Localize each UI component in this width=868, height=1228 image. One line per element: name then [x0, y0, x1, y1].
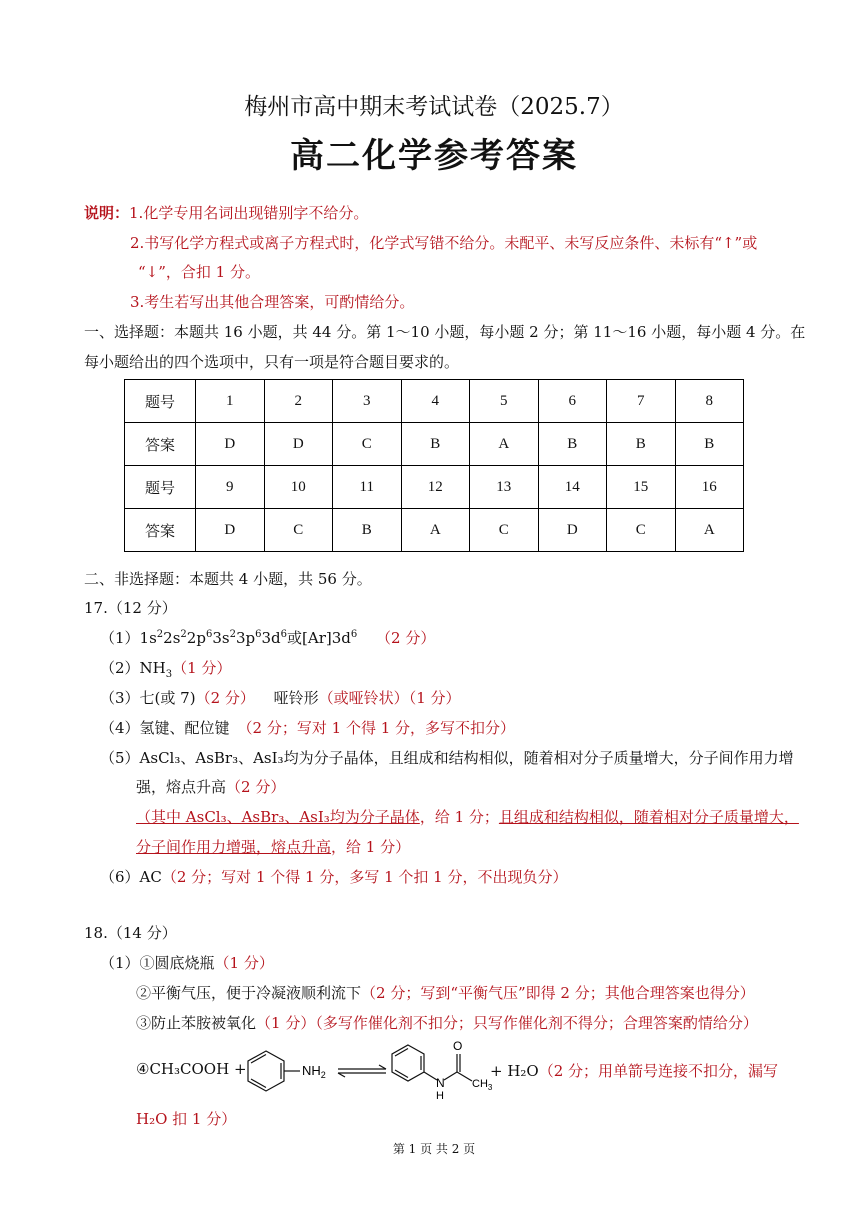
exam-title: 梅州市高中期末考试试卷（2025.7）	[244, 94, 624, 120]
q17-answer-5-rubric1	[136, 806, 799, 827]
table-cell: 8	[675, 380, 744, 423]
q17-answer-1	[100, 627, 435, 648]
table-cell: C	[333, 423, 402, 466]
table-cell: C	[607, 509, 676, 552]
answer-table	[124, 379, 744, 552]
answer-title: 高二化学参考答案	[290, 136, 578, 176]
q17-a1-text: （1）1s	[100, 629, 157, 647]
section1-line1: 一、选择题：本题共 16 小题，共 44 分。第 1～10 小题，每小题 2 分；第 11～16 小题，每小题 4 分。在	[84, 323, 806, 341]
page-number: 第 1 页 共 2 页	[392, 1142, 476, 1156]
q18-answer-1-4-lead: ④CH₃COOH +	[136, 1060, 247, 1078]
q17-head: 17.（12 分）	[84, 599, 177, 617]
note-1-text: 1.化学专用名词出现错别字不给分。	[129, 204, 369, 222]
table-cell: 14	[538, 466, 607, 509]
q17-answer-3	[100, 687, 461, 708]
table-row	[125, 509, 744, 552]
q18-a2-score: （2 分；写到“平衡气压”即得 2 分；其他合理答案也得分）	[361, 984, 755, 1002]
q17-a4-text: （4）氢键、配位键	[100, 719, 230, 737]
q17-a5-rubric: ，给 1 分）	[331, 838, 411, 856]
table-cell: D	[264, 423, 333, 466]
table-cell: 11	[333, 466, 402, 509]
q17-answer-4	[100, 717, 515, 738]
note-2a: 2.书写化学方程式或离子方程式时，化学式写错不给分。未配平、未写反应条件、未标有“↑”或	[130, 234, 758, 252]
aniline-ring-icon	[248, 1051, 300, 1091]
q17-a1-sup: 6	[280, 629, 288, 640]
note-1	[84, 202, 368, 223]
table-cell: 答案	[125, 423, 196, 466]
q17-a1-sup: 6	[350, 629, 358, 640]
table-cell: B	[538, 423, 607, 466]
table-cell: D	[196, 509, 265, 552]
table-cell: 15	[607, 466, 676, 509]
q17-a3-score: （1 分）	[408, 689, 461, 707]
table-cell: B	[333, 509, 402, 552]
q17-a2-score: （1 分）	[172, 659, 232, 677]
q18-answer-1-3	[136, 1012, 758, 1033]
q17-a1-text: 2s	[163, 629, 181, 647]
table-cell: 9	[196, 466, 265, 509]
table-cell: B	[607, 423, 676, 466]
q17-a1-sup: 2	[180, 629, 187, 640]
q17-a6-score: （2 分；写对 1 个得 1 分，多写 1 个扣 1 分，不出现负分）	[161, 868, 568, 886]
q18-a1-text: （1）①圆底烧瓶	[100, 954, 215, 972]
methyl-label: $CH_3$	[472, 1078, 493, 1092]
q18-answer-1-1	[100, 952, 274, 973]
q17-a1-text: 3d	[261, 629, 281, 647]
table-cell: 5	[470, 380, 539, 423]
note-label: 说明：	[84, 204, 130, 222]
table-cell: 1	[196, 380, 265, 423]
section1-line2: 每小题给出的四个选项中，只有一项是符合题目要求的。	[84, 353, 460, 371]
q18-answer-1-2	[136, 982, 755, 1003]
q17-a5-score: （2 分）	[226, 778, 286, 796]
table-cell: 7	[607, 380, 676, 423]
q18-a3-score: （多写作催化剂不扣分；只写作催化剂不得分；合理答案酌情给分）	[315, 1014, 758, 1032]
amide-n-label: N	[436, 1076, 445, 1090]
q17-a3-text: （3）七(或 7)	[100, 689, 196, 707]
table-row	[125, 423, 744, 466]
q17-a3-alt: （或哑铃状）	[318, 689, 409, 707]
section2-line: 二、非选择题：本题共 4 小题，共 56 分。	[84, 570, 372, 588]
table-cell: A	[470, 423, 539, 466]
q17-a1-text: 3s	[212, 629, 230, 647]
q18-head: 18.（14 分）	[84, 924, 177, 942]
q17-a5-rubric: ，给 1 分；	[419, 808, 499, 826]
table-cell: 3	[333, 380, 402, 423]
table-cell: 2	[264, 380, 333, 423]
table-cell: B	[675, 423, 744, 466]
table-cell: A	[675, 509, 744, 552]
table-cell: A	[401, 509, 470, 552]
table-cell: 6	[538, 380, 607, 423]
q17-a1-sup: 6	[255, 629, 262, 640]
table-cell: 答案	[125, 509, 196, 552]
q17-a5-rubric: 且组成和结构相似，随着相对分子质量增大，	[498, 808, 799, 826]
q18-a1-score: （1 分）	[214, 954, 274, 972]
q18-answer-1-4-score2: H₂O 扣 1 分）	[136, 1110, 237, 1128]
table-row	[125, 380, 744, 423]
carbonyl-o-label: O	[453, 1039, 463, 1053]
q18-a3-text: ③防止苯胺被氧化	[136, 1014, 257, 1032]
q18-a4-water: + H₂O	[490, 1062, 539, 1080]
q17-a1-text: 或[Ar]3d	[287, 629, 351, 647]
q17-answer-5-line1: （5）AsCl₃、AsBr₃、AsI₃均为分子晶体，且组成和结构相似，随着相对分子质量增大，分子间作用力增	[100, 749, 794, 767]
nh2-label: $NH_2$	[302, 1063, 326, 1080]
table-cell: 12	[401, 466, 470, 509]
amide-h-label: H	[436, 1090, 444, 1102]
q17-a4-score: （2 分；写对 1 个得 1 分，多写不扣分）	[237, 719, 516, 737]
note-2b: “↓”，合扣 1 分。	[138, 263, 260, 281]
q17-a5-rubric: 其中 AsCl₃、AsBr₃、AsI₃均为分子晶体	[151, 808, 420, 826]
q17-a1-sup: 2	[229, 629, 236, 640]
q17-a3-shape: 哑铃形	[273, 689, 319, 707]
table-cell: 10	[264, 466, 333, 509]
table-cell: C	[470, 509, 539, 552]
q17-answer-2	[100, 657, 231, 680]
q18-answer-1-4-tail	[490, 1060, 778, 1081]
table-cell: D	[196, 423, 265, 466]
table-cell: 16	[675, 466, 744, 509]
table-cell: D	[538, 509, 607, 552]
q17-a3-score: （2 分）	[195, 689, 255, 707]
q17-a1-score: （2 分）	[376, 629, 436, 647]
note-3: 3.考生若写出其他合理答案，可酌情给分。	[130, 293, 415, 311]
q17-a6-text: （6）AC	[100, 868, 162, 886]
q17-a2-text: （2）NH	[100, 659, 166, 677]
q18-a2-text: ②平衡气压，便于冷凝液顺利流下	[136, 984, 362, 1002]
q17-answer-6	[100, 866, 568, 887]
table-cell: 4	[401, 380, 470, 423]
equilibrium-arrow-icon	[338, 1065, 386, 1077]
table-cell: C	[264, 509, 333, 552]
q17-a1-text: 2p	[186, 629, 206, 647]
table-cell: B	[401, 423, 470, 466]
q17-answer-5-rubric2	[136, 836, 410, 857]
q18-a4-score: （2 分；用单箭号连接不扣分，漏写	[538, 1062, 779, 1080]
q17-a5-text: 强，熔点升高	[136, 778, 227, 796]
q17-answer-5-line2	[136, 776, 285, 797]
q17-a5-rubric: （	[136, 808, 152, 826]
q17-a1-sup: 2	[156, 629, 164, 640]
table-cell: 13	[470, 466, 539, 509]
table-cell: 题号	[125, 380, 196, 423]
table-row	[125, 466, 744, 509]
q17-a1-text: 3p	[235, 629, 256, 647]
q17-a1-sup: 6	[205, 629, 213, 640]
q17-a5-rubric: 分子间作用力增强，熔点升高	[136, 838, 332, 856]
table-cell: 题号	[125, 466, 196, 509]
q18-a3-score: （1 分）	[256, 1014, 316, 1032]
reaction-equation-structures	[236, 1035, 496, 1105]
q17-a2-sub: 3	[165, 669, 173, 680]
